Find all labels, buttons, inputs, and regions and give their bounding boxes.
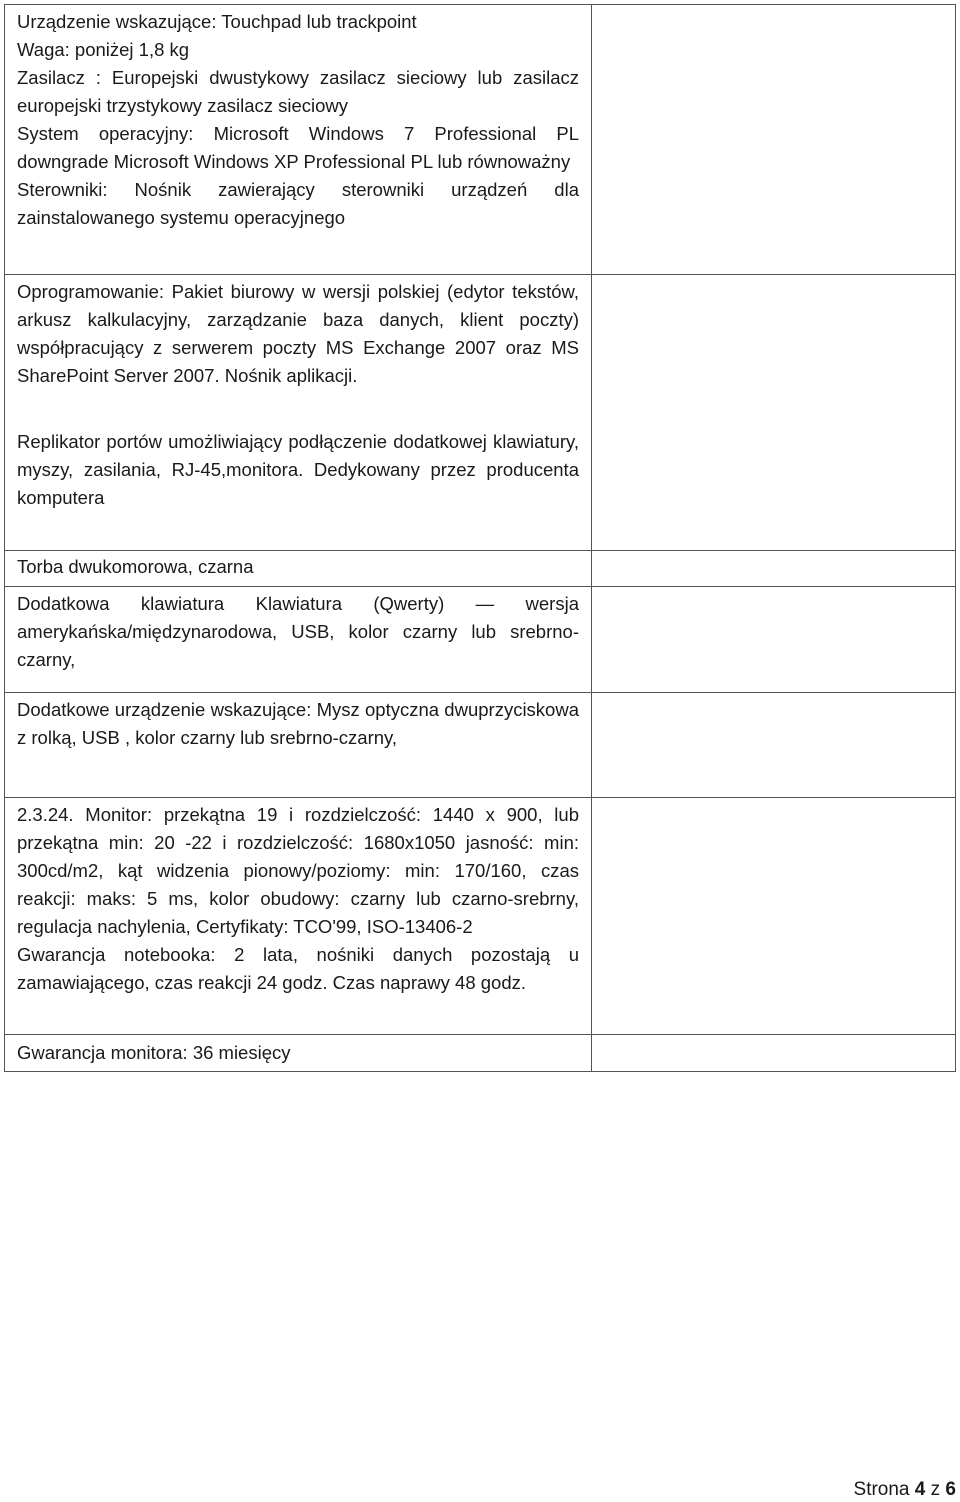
description-cell <box>5 798 592 1035</box>
specification-table <box>4 4 956 1072</box>
table-row <box>5 693 956 798</box>
spec-line: Gwarancja monitora: 36 miesięcy <box>17 1042 291 1063</box>
spec-line: Urządzenie wskazujące: Touchpad lub trackpoint <box>17 11 417 32</box>
spec-line: Waga: poniżej 1,8 kg <box>17 39 190 60</box>
page-number <box>854 1478 956 1502</box>
page-separator: z <box>930 1479 941 1500</box>
table-row <box>5 5 956 275</box>
value-cell <box>592 551 956 587</box>
table-row <box>5 551 956 587</box>
spec-line: Torba dwukomorowa, czarna <box>17 556 254 577</box>
table-row <box>5 275 956 551</box>
table-row <box>5 798 956 1035</box>
spec-line: System operacyjny: Microsoft Windows 7 Professional PL downgrade Microsoft Windows XP Professional PL lub równoważny <box>17 123 579 172</box>
description-cell <box>5 551 592 587</box>
value-cell <box>592 275 956 551</box>
table-row <box>5 587 956 693</box>
value-cell <box>592 587 956 693</box>
value-cell <box>592 693 956 798</box>
description-cell <box>5 275 592 551</box>
spec-line: Sterowniki: Nośnik zawierający sterowniki urządzeń dla zainstalowanego systemu operacyjnego <box>17 179 579 228</box>
page-label: Strona <box>853 1479 910 1500</box>
spec-line: Dodatkowa klawiatura Klawiatura (Qwerty) — wersja amerykańska/międzynarodowa, USB, kolor czarny lub srebrno-czarny, <box>17 593 579 670</box>
total-pages: 6 <box>945 1479 956 1500</box>
spec-line: Dodatkowe urządzenie wskazujące: Mysz optyczna dwuprzyciskowa z rolką, USB , kolor czarny lub srebrno-czarny, <box>17 699 579 748</box>
value-cell <box>592 1035 956 1072</box>
spec-line: 2.3.24. Monitor: przekątna 19 i rozdzielczość: 1440 x 900, lub przekątna min: 20 -22 i rozdzielczość: 1680x1050 jasność: min: 300cd/m2, kąt widzenia pionowy/poziomy: min: 170/160, czas reakcji: maks: 5 ms, kolor obudowy: czarny lub czarno-srebrny, regulacja nachylenia, Certyfikaty: TCO'99, ISO-13406-2 <box>17 804 579 937</box>
description-cell <box>5 1035 592 1072</box>
spec-line: Gwarancja notebooka: 2 lata, nośniki danych pozostają u zamawiającego, czas reakcji 24 godz. Czas naprawy 48 godz. <box>17 944 579 993</box>
value-cell <box>592 798 956 1035</box>
current-page: 4 <box>914 1479 926 1500</box>
spec-line: Replikator portów umożliwiający podłączenie dodatkowej klawiatury, myszy, zasilania, RJ-45,monitora. Dedykowany przez producenta komputera <box>17 431 579 508</box>
description-cell <box>5 693 592 798</box>
spec-line: Zasilacz : Europejski dwustykowy zasilacz sieciowy lub zasilacz europejski trzystykowy zasilacz sieciowy <box>17 67 579 116</box>
description-cell <box>5 587 592 693</box>
value-cell <box>592 5 956 275</box>
description-cell <box>5 5 592 275</box>
spec-line: Oprogramowanie: Pakiet biurowy w wersji polskiej (edytor tekstów, arkusz kalkulacyjny, zarządzanie baza danych, klient poczty) współpracujący z serwerem poczty MS Exchange 2007 oraz MS SharePoint Server 2007. Nośnik aplikacji. <box>17 281 579 386</box>
table-row <box>5 1035 956 1072</box>
